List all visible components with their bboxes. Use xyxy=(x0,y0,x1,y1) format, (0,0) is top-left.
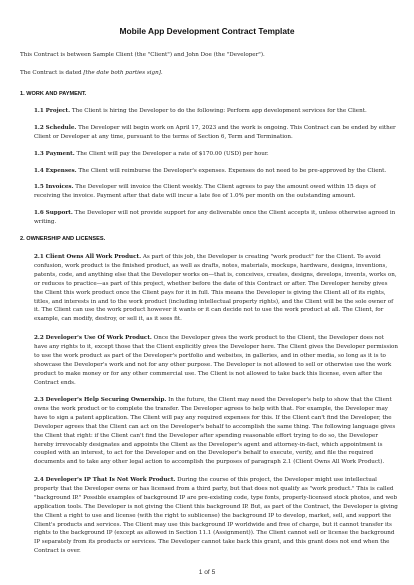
clause-2-3 xyxy=(34,396,398,467)
clause-2-2-label: 2.2 Developer's Use Of Work Product. xyxy=(34,335,152,341)
clause-1-3 xyxy=(34,150,398,159)
document-title: Mobile App Development Contract Template xyxy=(119,26,295,36)
clause-1-4 xyxy=(34,167,398,176)
clause-2-4-label: 2.4 Developer's IP That Is Not Work Product. xyxy=(34,477,176,483)
intro-text: This Contract is between Sample Client (the "Client") and John Doe (the "Developer"). xyxy=(20,52,265,58)
clause-2-3-label: 2.3 Developer's Help Securing Ownership. xyxy=(34,397,167,403)
clause-2-1-label: 2.1 Client Owns All Work Product. xyxy=(34,254,142,260)
clause-2-4-text: During the course of this project, the Developer might use intellectual property that the Developer owns or has licensed from a third party, but that does not qualify as "work product." This is called "background IP." Possible examples of background IP are pre-existing code, type fonts, properly-licensed stock photos, and web application tools. The Developer is not giving the Client this background IP. But, as part of the Contract, the Developer is giving the Client a right to use and license (with the right to sublicense) the background IP to develop, market, sell, and support the Client's products and services. The Client may use this background IP worldwide and free of charge, but it cannot transfer its rights to the background IP (except as allowed in Section 11.1 (Assignment)). The Client cannot sell or license the background IP separately from its products or services. The Developer cannot take back this grant, and this grant does not end when the Contract is over. xyxy=(34,477,398,555)
clause-2-4 xyxy=(34,476,398,556)
clause-1-1-text: The Client is hiring the Developer to do the following: Perform app development services for the Client. xyxy=(70,108,367,114)
clause-1-1-label: 1.1 Project. xyxy=(34,108,71,114)
dated-paragraph xyxy=(20,69,398,78)
clause-2-1-text: As part of this job, the Developer is creating "work product" for the Client. To avoid confusion, work product is the finished product, as well as drafts, notes, materials, mockups, hardware, designs, inventions, patents, code, and anything else that the Developer works on—that is, conceives, creates, designs, develops, invents, works on, or reduces to practice—as part of this project, whether before the date of this Contract or after. The Developer hereby gives the Client this work product once the Client pays for it in full. This means the Developer is giving the Client all of its rights, titles, and interests in and to the work product (including intellectual property rights), and the Client will be the sole owner of it. The Client can use the work product however it wants or it can decide not to use the work product at all. The Client, for example, can modify, destroy, or sell it, as it sees fit. xyxy=(34,254,397,323)
page-number: 1 of 5 xyxy=(198,569,216,576)
section-2-heading: 2. OWNERSHIP AND LICENSES. xyxy=(20,236,106,242)
dated-prefix: The Contract is dated xyxy=(20,70,84,76)
clause-2-1 xyxy=(34,253,398,324)
clause-1-5-text: The Developer will invoice the Client weekly. The Client agrees to pay the amount owed within 15 days of receiving the invoice. Payment after that date will incur a late fee of 1.0% per month on the outstanding amount. xyxy=(34,184,376,199)
dated-placeholder: [the date both parties sign] xyxy=(83,70,161,76)
intro-paragraph xyxy=(20,51,398,60)
dated-suffix: . xyxy=(160,70,163,76)
section-1-heading: 1. WORK AND PAYMENT. xyxy=(20,91,87,97)
clause-1-6-label: 1.6 Support. xyxy=(34,210,73,216)
clause-1-4-label: 1.4 Expenses. xyxy=(34,168,77,174)
clause-1-5 xyxy=(34,183,398,201)
clause-1-2-label: 1.2 Schedule. xyxy=(34,125,77,131)
clause-2-3-text: In the future, the Client may need the Developer's help to show that the Client owns the work product or to complete the transfer. The Developer agrees to help with that. For example, the Developer may have to sign a patent application. The Client will pay any required expenses for this. If the Client can't find the Developer, the Developer agrees that the Client can act on the Developer's behalf to accomplish the same thing. The following language gives the Client that right: if the Client can't find the Developer after spending reasonable effort trying to do so, the Developer hereby irrevocably designates and appoints the Client as the Developer's agent and attorney-in-fact, which appointment is coupled with an interest, to act for the Developer and on the Developer's behalf to execute, verify, and file the required documents and to take any other legal action to accomplish the purposes of paragraph 2.1 (Client Owns All Work Product). xyxy=(34,397,396,466)
clause-1-1 xyxy=(34,107,398,116)
clause-1-6-text: The Developer will not provide support for any deliverable once the Client accepts it, unless otherwise agreed in writing. xyxy=(34,210,396,225)
clause-1-3-label: 1.3 Payment. xyxy=(34,151,75,157)
clause-1-5-label: 1.5 Invoices. xyxy=(34,184,74,190)
clause-1-2 xyxy=(34,124,398,142)
clause-1-6 xyxy=(34,209,398,227)
clause-1-2-text: The Developer will begin work on April 17, 2023 and the work is ongoing. This Contract can be ended by either Client or Developer at any time, pursuant to the terms of Section 6, Term and Termination. xyxy=(34,125,396,140)
clause-2-2 xyxy=(34,334,398,387)
clause-1-4-text: The Client will reimburse the Developer's expenses. Expenses do not need to be pre-approved by the Client. xyxy=(76,168,387,174)
clause-2-2-text: Once the Developer gives the work product to the Client, the Developer does not have any rights to it, except those that the Client explicitly gives the Developer here. The Client gives the Developer permission to use the work product as part of the Developer's portfolio and websites, in galleries, and in other media, so long as it is to showcase the Developer's work and not for any other purpose. The Developer is not allowed to sell or otherwise use the work product to make money or for any other commercial use. The Client is not allowed to take back this license, even after the Contract ends. xyxy=(34,335,398,386)
clause-1-3-text: The Client will pay the Developer a rate of $170.00 (USD) per hour. xyxy=(74,151,269,157)
